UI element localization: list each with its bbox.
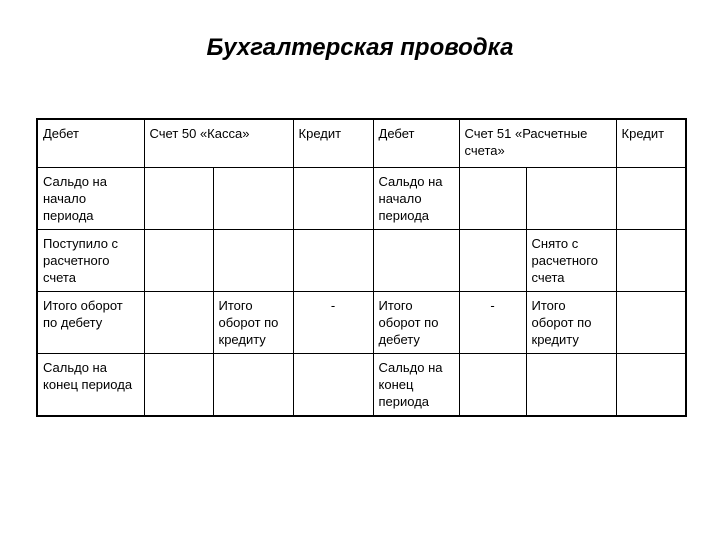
empty-cell [459,168,526,230]
empty-cell [526,168,616,230]
empty-cell [373,230,459,292]
header-credit-51: Кредит [616,119,686,168]
header-account-50: Счет 50 «Касса» [144,119,293,168]
opening-balance-50: Сальдо на начало периода [37,168,144,230]
empty-cell [213,168,293,230]
header-row [37,119,686,168]
empty-cell [293,168,373,230]
empty-cell [213,230,293,292]
withdrawn-from-account: Снято с расчетного счета [526,230,616,292]
empty-cell [144,230,213,292]
page-title: Бухгалтерская проводка [206,34,514,61]
header-debit-50: Дебет [37,119,144,168]
total-debit-50: Итого оборот по дебету [37,292,144,354]
empty-cell [144,168,213,230]
empty-cell [459,354,526,417]
empty-cell [459,230,526,292]
total-credit-50: Итого оборот по кредиту [213,292,293,354]
empty-cell [213,354,293,417]
dash-cell: - [459,292,526,354]
empty-cell [144,292,213,354]
closing-balance-50: Сальдо на конец периода [37,354,144,417]
closing-balance-row [37,354,686,417]
empty-cell [616,168,686,230]
empty-cell [616,230,686,292]
opening-balance-51: Сальдо на начало периода [373,168,459,230]
turnover-row [37,292,686,354]
closing-balance-51: Сальдо на конец периода [373,354,459,417]
empty-cell [293,230,373,292]
header-account-51: Счет 51 «Расчетные счета» [459,119,616,168]
received-from-account: Поступило с расчетного счета [37,230,144,292]
total-debit-51: Итого оборот по дебету [373,292,459,354]
transfer-row [37,230,686,292]
header-debit-51: Дебет [373,119,459,168]
empty-cell [526,354,616,417]
opening-balance-row [37,168,686,230]
empty-cell [616,354,686,417]
empty-cell [616,292,686,354]
total-credit-51: Итого оборот по кредиту [526,292,616,354]
header-credit-50: Кредит [293,119,373,168]
dash-cell: - [293,292,373,354]
empty-cell [293,354,373,417]
posting-table [36,118,687,417]
empty-cell [144,354,213,417]
